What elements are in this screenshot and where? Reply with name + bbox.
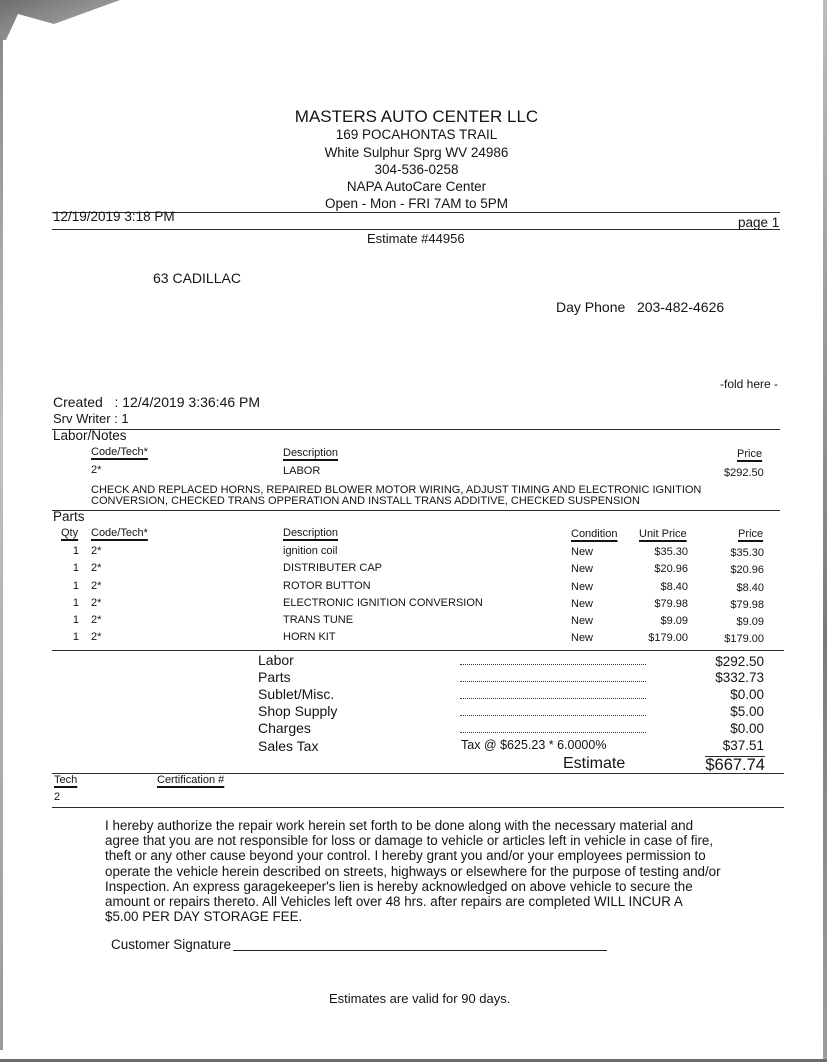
totals-label: Labor bbox=[258, 652, 294, 668]
legal-divider bbox=[52, 807, 784, 808]
parts-header-unit-price: Unit Price bbox=[639, 528, 687, 540]
totals-value: $37.51 bbox=[722, 738, 764, 753]
authorization-line: I hereby authorize the repair work herein set forth to be done along with the necessary material and bbox=[105, 818, 694, 833]
part-code-tech: 2* bbox=[91, 580, 102, 592]
parts-header-code-tech: Code/Tech* bbox=[91, 527, 148, 539]
totals-value: $5.00 bbox=[730, 704, 764, 719]
part-qty: 1 bbox=[72, 614, 79, 626]
part-description: HORN KIT bbox=[283, 631, 336, 643]
labor-header-price: Price bbox=[737, 448, 763, 460]
totals-value: $332.73 bbox=[715, 670, 764, 685]
company-affiliation: NAPA AutoCare Center bbox=[346, 179, 487, 194]
dot-leader bbox=[460, 698, 646, 699]
part-unit-price: $179.00 bbox=[648, 632, 688, 644]
day-phone-label: Day Phone bbox=[556, 299, 626, 315]
totals-label: Shop Supply bbox=[258, 703, 338, 719]
part-price: $9.09 bbox=[736, 616, 764, 628]
labor-description: LABOR bbox=[283, 465, 321, 477]
labor-section-title: Labor/Notes bbox=[53, 428, 127, 443]
part-unit-price: $8.40 bbox=[660, 581, 688, 593]
part-description: ELECTRONIC IGNITION CONVERSION bbox=[283, 597, 483, 609]
part-qty: 1 bbox=[72, 597, 79, 609]
dot-leader bbox=[460, 715, 646, 716]
part-condition: New bbox=[571, 546, 594, 558]
totals-label: Parts bbox=[258, 669, 291, 685]
part-unit-price: $35.30 bbox=[654, 546, 688, 558]
part-description: DISTRIBUTER CAP bbox=[283, 562, 383, 574]
created-label: Created bbox=[53, 394, 103, 410]
customer-signature-line[interactable] bbox=[233, 950, 607, 951]
authorization-line: Inspection. An express garagekeeper's lien is hereby acknowledged on above vehicle to secure the bbox=[105, 878, 693, 894]
authorization-text bbox=[105, 818, 745, 924]
part-condition: New bbox=[571, 598, 594, 610]
totals-value: $0.00 bbox=[730, 721, 764, 736]
totals-value: $0.00 bbox=[730, 687, 764, 702]
sales-tax-detail: Tax @ $625.23 * 6.0000% bbox=[461, 738, 607, 752]
part-price: $20.96 bbox=[730, 564, 764, 576]
dot-leader bbox=[460, 681, 646, 682]
created-value: : 12/4/2019 3:36:46 PM bbox=[114, 394, 261, 410]
totals-label: Sales Tax bbox=[258, 738, 319, 754]
parts-divider bbox=[52, 510, 780, 511]
day-phone-value: 203-482-4626 bbox=[636, 299, 725, 315]
fold-note: -fold here - bbox=[720, 377, 779, 391]
company-address: 169 POCAHONTAS TRAIL bbox=[335, 127, 498, 142]
part-qty: 1 bbox=[72, 631, 79, 643]
part-condition: New bbox=[571, 581, 594, 593]
scan-shadow-corner bbox=[0, 0, 120, 40]
estimate-total-label: Estimate bbox=[563, 755, 626, 772]
tech-value: 2 bbox=[54, 791, 61, 803]
dot-leader bbox=[460, 732, 646, 733]
part-unit-price: $79.98 bbox=[654, 598, 688, 610]
authorization-line: agree that you are not responsible for loss or damage to vehicle or articles left in vehicle in case of fire, bbox=[105, 833, 714, 849]
estimate-number: Estimate #44956 bbox=[367, 231, 465, 246]
part-code-tech: 2* bbox=[91, 562, 102, 574]
labor-code-tech: 2* bbox=[91, 464, 102, 476]
part-code-tech: 2* bbox=[91, 597, 102, 609]
service-writer: Srv Writer : 1 bbox=[53, 411, 129, 426]
part-code-tech: 2* bbox=[91, 631, 102, 643]
part-qty: 1 bbox=[72, 545, 79, 557]
parts-section-title: Parts bbox=[53, 509, 85, 524]
part-price: $179.00 bbox=[724, 633, 764, 645]
authorization-line: theft or any other cause beyond your control. I hereby grant you and/or your employees permission to bbox=[105, 848, 706, 864]
part-price: $8.40 bbox=[736, 582, 764, 594]
part-condition: New bbox=[571, 632, 594, 644]
part-qty: 1 bbox=[72, 580, 79, 592]
part-condition: New bbox=[571, 615, 594, 627]
part-description: TRANS TUNE bbox=[283, 614, 354, 626]
company-city-state-zip: White Sulphur Sprg WV 24986 bbox=[324, 145, 509, 160]
dot-leader bbox=[460, 664, 646, 665]
estimate-total-value: $667.74 bbox=[705, 756, 765, 774]
part-qty: 1 bbox=[72, 562, 79, 574]
part-price: $35.30 bbox=[730, 547, 764, 559]
part-price: $79.98 bbox=[730, 599, 764, 611]
day-phone bbox=[556, 299, 724, 315]
part-code-tech: 2* bbox=[91, 545, 102, 557]
labor-notes-line-2: CONVERSION, CHECKED TRANS OPPERATION AND INSTALL TRANS ADDITIVE, CHECKED SUSPENSION bbox=[91, 495, 640, 507]
printed-timestamp: 12/19/2019 3:18 PM bbox=[53, 209, 175, 224]
labor-price: $292.50 bbox=[724, 467, 764, 479]
page-number: page 1 bbox=[738, 215, 780, 230]
company-phone: 304-536-0258 bbox=[374, 162, 459, 177]
part-unit-price: $9.09 bbox=[660, 615, 688, 627]
vehicle-description: 63 CADILLAC bbox=[153, 270, 241, 286]
parts-header-description: Description bbox=[283, 527, 339, 539]
part-unit-price: $20.96 bbox=[654, 563, 688, 575]
part-description: ROTOR BUTTON bbox=[283, 580, 371, 592]
header-divider-bottom bbox=[52, 229, 780, 230]
totals-label: Sublet/Misc. bbox=[258, 686, 335, 702]
authorization-line: amount or repairs thereto. All Vehicles left over 48 hrs. after repairs are completed WILL INCUR A bbox=[105, 894, 683, 910]
labor-header-description: Description bbox=[283, 447, 339, 459]
company-name: MASTERS AUTO CENTER LLC bbox=[294, 107, 539, 126]
estimate-validity-note: Estimates are valid for 90 days. bbox=[329, 991, 511, 1006]
part-condition: New bbox=[571, 563, 594, 575]
labor-divider bbox=[52, 429, 780, 430]
customer-signature-label: Customer Signature bbox=[111, 937, 232, 952]
part-description: ignition coil bbox=[283, 545, 338, 557]
totals-label: Charges bbox=[258, 720, 311, 736]
totals-divider bbox=[52, 650, 784, 651]
totals-value: $292.50 bbox=[715, 654, 764, 669]
authorization-line: $5.00 PER DAY STORAGE FEE. bbox=[105, 909, 303, 925]
authorization-line: operate the vehicle herein described on streets, highways or elsewhere for the purpose of testing and/or bbox=[105, 863, 721, 879]
created-info bbox=[53, 394, 260, 410]
labor-header-code-tech: Code/Tech* bbox=[91, 446, 148, 458]
labor-notes-line-1: CHECK AND REPLACED HORNS, REPAIRED BLOWER MOTOR WIRING, ADJUST TIMING AND ELECTRONIC IGNITION bbox=[91, 484, 702, 496]
parts-header-condition: Condition bbox=[571, 528, 618, 540]
parts-header-price: Price bbox=[738, 528, 764, 540]
part-code-tech: 2* bbox=[91, 614, 102, 626]
tech-label: Tech bbox=[54, 774, 78, 786]
company-hours: Open - Mon - FRI 7AM to 5PM bbox=[324, 196, 509, 211]
parts-header-qty: Qty bbox=[61, 527, 79, 539]
certification-label: Certification # bbox=[157, 774, 225, 786]
